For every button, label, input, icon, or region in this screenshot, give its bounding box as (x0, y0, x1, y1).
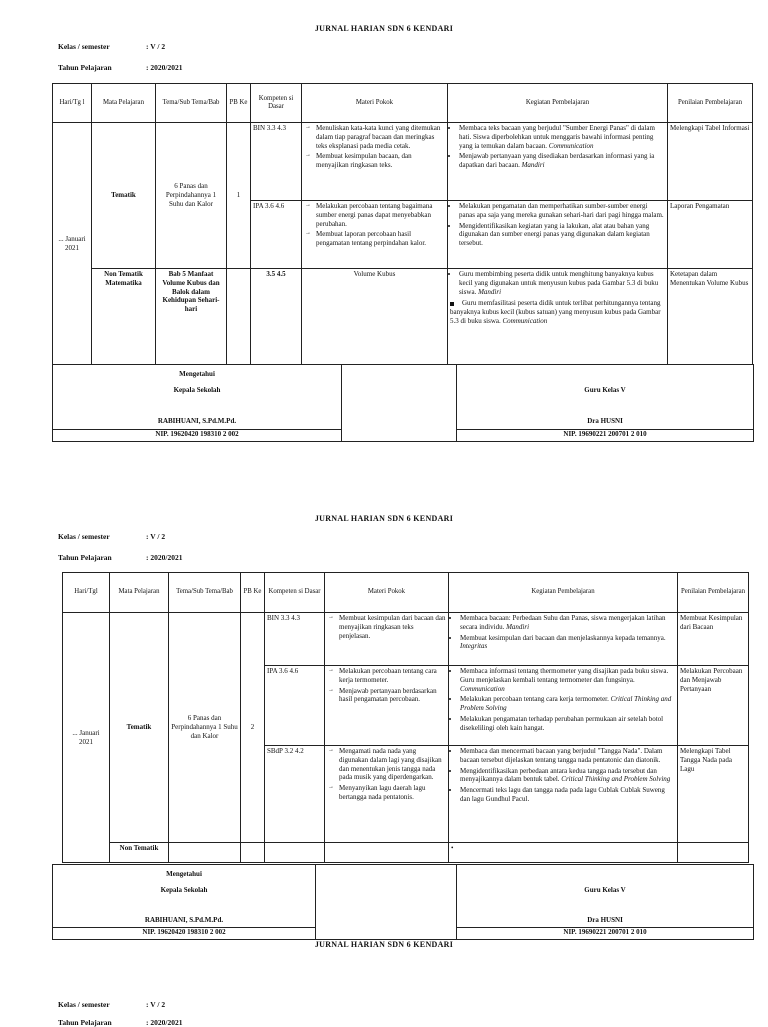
kelas-value: : V / 2 (146, 532, 166, 541)
guru-block (457, 865, 753, 939)
guru-block (457, 365, 753, 441)
doc1-kelas (58, 42, 165, 51)
sign-spacer (316, 865, 457, 939)
kepsek-label: Kepala Sekolah (160, 886, 208, 894)
doc3-title: JURNAL HARIAN SDN 6 KENDARI (314, 940, 454, 949)
mapel-cell: Non Tematik (110, 843, 169, 863)
guru-nip: NIP. 19690221 200701 2 010 (457, 429, 753, 439)
guru-name: Dra HUSNI (587, 916, 623, 924)
pb-cell (227, 269, 251, 365)
list-item: • Melakukan pengamatan dan memperhatikan sumber-sumber energi panas apa saja yang mereka gunakan sehari-hari dari pagi hingga malam. (459, 202, 665, 220)
header-hari: Hari/Tgl (63, 573, 110, 613)
header-materi: Materi Pokok (325, 573, 449, 613)
materi-cell (302, 123, 448, 201)
list-item: • Melakukan percobaan tentang cara kerja termometer. Critical Thinking and Problem Solving (460, 695, 675, 713)
doc1-title: JURNAL HARIAN SDN 6 KENDARI (314, 24, 454, 33)
penilaian-cell: Melakukan Percobaan dan Menjawab Pertanyaan (678, 666, 749, 746)
materi-cell (325, 613, 449, 666)
materi-cell (325, 746, 449, 843)
materi-cell: Volume Kubus (302, 269, 448, 365)
kelas-value: : V / 2 (146, 42, 166, 51)
header-mapel: Mata Pelajaran (110, 573, 169, 613)
kelas-value: : V / 2 (146, 1000, 166, 1009)
header-penilaian: Penilaian Pembelajaran (678, 573, 749, 613)
list-item: • Mencermati teks lagu dan tangga nada pada lagu Cublak Cublak Suweng dan lagu Gundhul Pacul. (460, 786, 675, 804)
list-item: → Menjawab pertanyaan berdasarkan hasil pengamatan percobaan. (339, 687, 446, 705)
list-item: → Membuat laporan percobaan hasil pengamatan tentang perpindahan kalor. (316, 230, 445, 248)
table-row (63, 843, 749, 863)
list-item: • Melakukan pengamatan terhadap perubahan permukaan air setelah botol disekelilingi oleh kain hangat. (460, 715, 675, 733)
list-item: → Membuat kesimpulan dari bacaan dan menyajikan ringkasan teks penjelasan. (339, 614, 446, 640)
list-item: → Menyanyikan lagu daerah lagu bertangga nada pentatonis. (339, 784, 446, 802)
kepsek-block (53, 865, 316, 939)
list-item: • Membaca informasi tentang thermometer yang disajikan pada buku siswa. Guru menjelaskan kembali tentang termometer dan fungsinya. Communication (460, 667, 675, 693)
kd-cell: BIN 3.3 4.3 (251, 123, 302, 201)
list-item: → Mengamati nada nada yang digunakan dalam lagi yang disajikan dan menentukan jenis tangga nada pada musik yang diperdengarkan. (339, 747, 446, 782)
mapel-cell: Non Tematik Matematika (92, 269, 156, 365)
sign-spacer (342, 365, 457, 441)
hari-cell: ... Januari 2021 (63, 613, 110, 863)
list-item: Guru memfasilitasi peserta didik untuk terlibat perhitungannya tentang banyaknya kubus kecil (kubus satuan) yang menyusun kubus pada Gambar 5.3 di buku siswa. Communication (450, 299, 661, 325)
tema-cell: 6 Panas dan Perpindahannya 1 Suhu dan Kalor (169, 613, 241, 843)
kd-cell (265, 843, 325, 863)
list-item: → Menuliskan kata-kata kunci yang ditemukan dalam tiap paragraf bacaan dan meringkas teks eksplanasi pada media cetak. (316, 124, 445, 150)
kd-cell: BIN 3.3 4.3 (265, 613, 325, 666)
kd-cell: 3.5 4.5 (251, 269, 302, 365)
header-penilaian: Penilaian Pembelajaran (668, 84, 753, 123)
doc3-kelas (58, 1000, 165, 1009)
guru-nip: NIP. 19690221 200701 2 010 (457, 927, 753, 937)
kegiatan-cell (448, 201, 668, 269)
kelas-label: Kelas / semester (58, 42, 110, 51)
list-item: → Membuat kesimpulan bacaan, dan menyajikan ringkasan teks. (316, 152, 445, 170)
doc2-kelas (58, 532, 165, 541)
table-row (53, 269, 753, 365)
list-item: • Guru membimbing peserta didik untuk menghitung banyaknya kubus kecil yang digunakan untuk menyusun kubus pada Gambar 5.3 di buku siswa. Mandiri (459, 270, 665, 296)
tahun-label: Tahun Pelajaran (58, 1018, 112, 1027)
doc1-journal-table (52, 83, 753, 365)
kegiatan-cell (449, 746, 678, 843)
header-hari: Hari/Tg l (53, 84, 92, 123)
materi-cell (325, 843, 449, 863)
mapel-cell: Tematik (92, 123, 156, 269)
kelas-label: Kelas / semester (58, 1000, 110, 1009)
doc1-tahun (58, 63, 182, 72)
header-kd: Kompeten si Dasar (265, 573, 325, 613)
guru-label: Guru Kelas V (584, 386, 626, 394)
kepsek-nip: NIP. 19620420 198310 2 002 (53, 429, 341, 439)
guru-label: Guru Kelas V (584, 886, 626, 894)
list-item: • Membuat kesimpulan dari bacaan dan menjelaskannya kepada temannya. Integritas (460, 634, 675, 652)
list-item: • Menjawab pertanyaan yang disediakan berdasarkan informasi yang ia dapatkan dari bacaan. Mandiri (459, 152, 665, 170)
list-item: • Membaca teks bacaan yang berjudul "Sumber Energi Panas" di dalam hati. Siswa diperbolehkan untuk menggaris bawahi informasi penting yang ia temukan dalam bacaan. Communication (459, 124, 665, 150)
pb-cell: 2 (241, 613, 265, 843)
hari-cell: ... Januari 2021 (53, 123, 92, 365)
kegiatan-cell (449, 666, 678, 746)
materi-cell (302, 201, 448, 269)
tahun-value: : 2020/2021 (146, 553, 183, 562)
tahun-label: Tahun Pelajaran (58, 63, 112, 72)
kegiatan-cell (448, 269, 668, 365)
doc1-signature-box (52, 364, 754, 442)
header-materi: Materi Pokok (302, 84, 448, 123)
tahun-label: Tahun Pelajaran (58, 553, 112, 562)
kepsek-name: RABIHUANI, S.Pd.M.Pd. (144, 916, 224, 924)
header-tema: Tema/Sub Tema/Bab (169, 573, 241, 613)
header-kegiatan: Kegiatan Pembelajaran (449, 573, 678, 613)
pb-cell (241, 843, 265, 863)
penilaian-cell: Ketetapan dalam Menentukan Volume Kubus (668, 269, 753, 365)
kd-cell: SBdP 3.2 4.2 (265, 746, 325, 843)
tema-cell: 6 Panas dan Perpindahannya 1 Suhu dan Kalor (156, 123, 227, 269)
table-header-row (63, 573, 749, 613)
tema-cell: Bab 5 Manfaat Volume Kubus dan Balok dalam Kehidupan Sehari-hari (156, 269, 227, 365)
mengetahui-label: Mengetahui (166, 870, 202, 878)
list-item: • Membaca bacaan: Perbedaan Suhu dan Panas, siswa mengerjakan latihan secara individu. Mandiri (460, 614, 675, 632)
tahun-value: : 2020/2021 (146, 63, 183, 72)
doc2-tahun (58, 553, 182, 562)
penilaian-cell: Melengkapi Tabel Informasi (668, 123, 753, 201)
list-item: • Membaca dan mencermati bacaan yang berjudul "Tangga Nada". Dalam bacaan tersebut dijelaskan tentang tangga nada pentatonic dan diatonik. (460, 747, 675, 765)
mapel-cell: Tematik (110, 613, 169, 843)
tahun-value: : 2020/2021 (146, 1018, 183, 1027)
penilaian-cell: Melengkapi Tabel Tangga Nada pada Lagu (678, 746, 749, 843)
doc2-journal-table (62, 572, 749, 863)
header-kegiatan: Kegiatan Pembelajaran (448, 84, 668, 123)
table-header-row (53, 84, 753, 123)
header-kd: Kompeten si Dasar (251, 84, 302, 123)
kepsek-name: RABIHUANI, S.Pd.M.Pd. (157, 417, 237, 425)
list-item: → Melakukan percobaan tentang cara kerja termometer. (339, 667, 446, 685)
kegiatan-cell (449, 613, 678, 666)
kegiatan-cell: • (449, 843, 678, 863)
header-pb: PB Ke (227, 84, 251, 123)
penilaian-cell: Laporan Pengamatan (668, 201, 753, 269)
kepsek-label: Kepala Sekolah (173, 386, 221, 394)
kelas-label: Kelas / semester (58, 532, 110, 541)
header-mapel: Mata Pelajaran (92, 84, 156, 123)
kd-cell: IPA 3.6 4.6 (265, 666, 325, 746)
doc2-title: JURNAL HARIAN SDN 6 KENDARI (314, 514, 454, 523)
kd-cell: IPA 3.6 4.6 (251, 201, 302, 269)
penilaian-cell (678, 843, 749, 863)
tema-cell (169, 843, 241, 863)
header-pb: PB Ke (241, 573, 265, 613)
list-item: • Mengidentifikasikan kegiatan yang ia lakukan, alat atau bahan yang digunakan dan sumber energi panas yang digunakan dalam kegiatan tersebut. (459, 222, 665, 248)
pb-cell: 1 (227, 123, 251, 269)
square-bullet-icon (450, 302, 454, 306)
kepsek-block (53, 365, 342, 441)
list-item: • Mengidentifikasikan perbedaan antara kedua tangga nada tersebut dan menyajikannya dalam bentuk tabel. Critical Thinking and Problem Solving (460, 767, 675, 785)
table-row (53, 123, 753, 201)
list-item: → Melakukan percobaan tentang bagaimana sumber energi panas dapat menyebabkan perubahan. (316, 202, 445, 228)
mengetahui-label: Mengetahui (179, 370, 215, 378)
doc3-tahun (58, 1018, 182, 1027)
header-tema: Tema/Sub Tema/Bab (156, 84, 227, 123)
penilaian-cell: Membuat Kesimpulan dari Bacaan (678, 613, 749, 666)
kegiatan-cell (448, 123, 668, 201)
materi-cell (325, 666, 449, 746)
kepsek-nip: NIP. 19620420 198310 2 002 (53, 927, 315, 937)
guru-name: Dra HUSNI (587, 417, 623, 425)
doc2-signature-box (52, 864, 754, 940)
table-row (63, 613, 749, 666)
